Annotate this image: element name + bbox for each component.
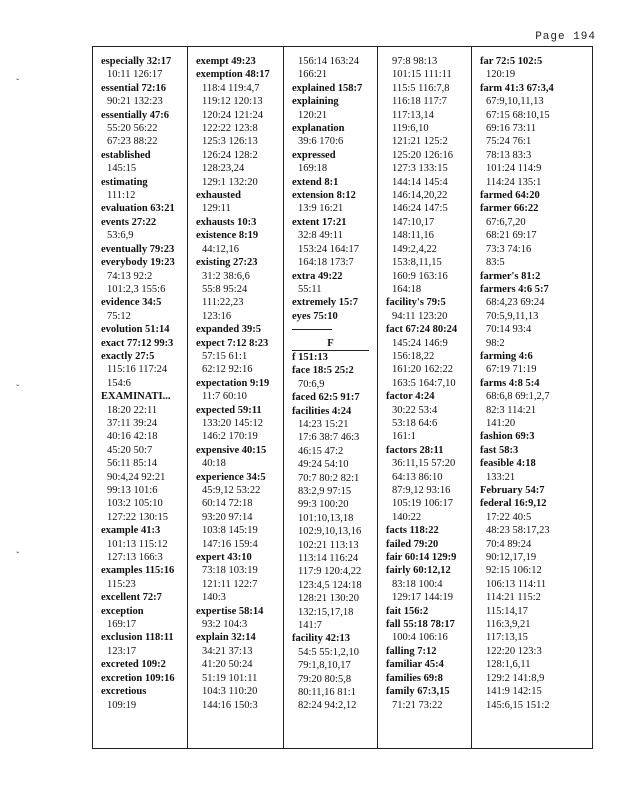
index-reference: 69:16 73:11	[486, 123, 537, 135]
index-reference: 101:24 114:9	[486, 163, 542, 175]
index-reference: 54:5 55:1,2,10	[298, 646, 359, 658]
index-reference: 102:21 113:13	[298, 539, 359, 551]
index-entry: failed 79:20	[386, 538, 439, 550]
index-reference: 127:22 130:15	[107, 511, 168, 523]
index-reference: 39:6 170:6	[298, 136, 344, 148]
index-entry: farmers 4:6 5:7	[480, 283, 549, 295]
index-entry: evidence 34:5	[101, 297, 162, 309]
index-entry: essential 72:16	[101, 82, 167, 94]
index-entry: explain 32:14	[196, 632, 256, 644]
index-reference: 147:10,17	[392, 216, 435, 228]
index-entry: fair 60:14 129:9	[386, 552, 457, 564]
index-reference: 74:13 92:2	[107, 270, 153, 282]
index-entry: farming 4:6	[480, 350, 533, 362]
index-reference: 17:6 38:7 46:3	[298, 432, 360, 444]
index-entry: examples 115:16	[101, 565, 175, 577]
index-table	[92, 46, 593, 749]
index-entry: excellent 72:7	[101, 592, 162, 604]
index-entry: faced 62:5 91:7	[292, 392, 360, 404]
index-entry: exhausts 10:3	[196, 216, 257, 228]
index-reference: 67:6,7,20	[486, 216, 526, 228]
index-entry: existing 27:23	[196, 257, 258, 269]
index-reference: 68:4,23 69:24	[486, 297, 545, 309]
index-reference: 166:21	[298, 69, 328, 81]
index-reference: 116:3,9,21	[486, 619, 531, 631]
index-reference: 18:20 22:11	[107, 404, 158, 416]
index-reference: 133:21	[486, 471, 516, 483]
index-reference: 127:13 166:3	[107, 552, 163, 564]
index-entry: family 67:3,15	[386, 686, 450, 698]
index-entry: facts 118:22	[386, 525, 439, 537]
index-entry: fairly 60:12,12	[386, 565, 451, 577]
index-reference: 133:20 145:12	[202, 417, 263, 429]
index-entry: exempt 49:23	[196, 56, 256, 67]
index-entry: excretion 109:16	[101, 672, 175, 684]
index-entry: factors 28:11	[386, 444, 444, 456]
index-reference: 30:22 53:4	[392, 404, 438, 416]
index-reference: 128:21 130:20	[298, 593, 359, 605]
index-reference: 101:10,13,18	[298, 512, 354, 524]
index-reference: 97:8 98:13	[392, 56, 438, 67]
index-entry: expensive 40:15	[196, 444, 267, 456]
index-reference: 163:5 164:7,10	[392, 377, 456, 389]
index-reference: 82:3 114:21	[486, 404, 537, 416]
index-reference: 145:6,15 151:2	[486, 699, 550, 711]
index-entry: fall 55:18 78:17	[386, 619, 455, 631]
index-reference: 118:4 119:4,7	[202, 82, 260, 94]
index-entry: feasible 4:18	[480, 458, 536, 470]
index-reference: 100:4 106:16	[392, 632, 448, 644]
index-reference: 67:19 71:19	[486, 364, 537, 376]
index-reference: 11:7 60:10	[202, 391, 247, 403]
index-reference: 125:3 126:13	[202, 136, 258, 148]
index-reference: 123:17	[107, 645, 137, 657]
index-reference: 55:8 95:24	[202, 283, 248, 295]
index-entry: everybody 19:23	[101, 257, 175, 269]
index-column-3	[284, 47, 378, 748]
index-reference: 126:24 128:2	[202, 149, 258, 161]
index-column-5	[472, 47, 592, 748]
index-reference: 156:14 163:24	[298, 56, 359, 67]
index-reference: 67:23 88:22	[107, 136, 158, 148]
index-column-1	[93, 47, 188, 748]
index-entry: exhausted	[196, 190, 241, 202]
index-column-2	[188, 47, 284, 748]
index-reference: 102:9,10,13,16	[298, 526, 362, 538]
index-reference: 93:2 104:3	[202, 619, 248, 631]
index-reference: 146:24 147:5	[392, 203, 448, 215]
index-reference: 101:15 111:11	[392, 69, 452, 81]
index-entry: excreted 109:2	[101, 659, 166, 671]
index-reference: 92:15 106:12	[486, 565, 542, 577]
margin-mark: ˇ	[16, 384, 20, 395]
index-entry: far 72:5 102:5	[480, 56, 543, 67]
index-reference: 67:9,10,11,13	[486, 96, 544, 108]
index-reference: 32:8 49:11	[298, 230, 343, 242]
section-letter: F	[292, 337, 369, 351]
index-reference: 114:24 135:1	[486, 176, 542, 188]
index-reference: 44:12,16	[202, 243, 240, 255]
index-reference: 140:3	[202, 592, 226, 604]
index-entry: expect 7:12 8:23	[196, 337, 269, 349]
index-reference: 115:23	[107, 578, 136, 590]
index-reference: 40:16 42:18	[107, 431, 158, 443]
index-reference: 104:3 110:20	[202, 686, 258, 698]
index-reference: 79:20 80:5,8	[298, 673, 352, 685]
index-entry: falling 7:12	[386, 645, 437, 657]
index-reference: 87:9,12 93:16	[392, 485, 451, 496]
index-entry: exclusion 118:11	[101, 632, 174, 644]
index-entry: evolution 51:14	[101, 324, 170, 336]
index-reference: 99:13 101:6	[107, 485, 158, 496]
index-entry: expert 43:10	[196, 552, 252, 564]
index-entry: expanded 39:5	[196, 324, 262, 336]
index-reference: 122:20 123:3	[486, 645, 542, 657]
index-reference: 129:1 132:20	[202, 176, 258, 188]
index-entry: fast 58:3	[480, 444, 519, 456]
index-reference: 169:18	[298, 163, 328, 175]
index-reference: 80:11,16 81:1	[298, 687, 356, 699]
index-entry: February 54:7	[480, 485, 545, 496]
index-entry: farm 41:3 67:3,4	[480, 82, 554, 94]
index-reference: 45:9,12 53:22	[202, 485, 261, 496]
index-reference: 53:18 64:6	[392, 417, 438, 429]
index-reference: 132:15,17,18	[298, 606, 354, 618]
index-reference: 140:22	[392, 511, 422, 523]
index-reference: 41:20 50:24	[202, 659, 253, 671]
index-entry: extra 49:22	[292, 270, 343, 282]
index-entry: farmer 66:22	[480, 203, 539, 215]
index-reference: 117:13,14	[392, 109, 434, 121]
index-reference: 34:21 37:13	[202, 645, 253, 657]
index-reference: 145:15	[107, 163, 137, 175]
index-reference: 71:21 73:22	[392, 699, 443, 711]
index-reference: 164:18	[392, 283, 422, 295]
index-reference: 111:12	[107, 190, 136, 202]
index-reference: 156:18,22	[392, 350, 435, 362]
index-reference: 17:22 40:5	[486, 511, 532, 523]
index-reference: 13:9 16:21	[298, 203, 344, 215]
index-entry: especially 32:17	[101, 56, 172, 67]
index-reference: 90:12,17,19	[486, 552, 537, 564]
index-reference: 48:23 58:17,23	[486, 525, 550, 537]
index-entry: expressed	[292, 149, 336, 161]
index-reference: 36:11,15 57:20	[392, 458, 456, 470]
index-reference: 149:2,4,22	[392, 243, 437, 255]
index-reference: 53:6,9	[107, 230, 134, 242]
index-entry: federal 16:9,12	[480, 498, 547, 510]
index-reference: 68:21 69:17	[486, 230, 537, 242]
index-entry: experience 34:5	[196, 471, 266, 483]
index-reference: 67:15 68:10,15	[486, 109, 550, 121]
index-reference: 120:21	[298, 109, 328, 121]
index-reference: 90:4,24 92:21	[107, 471, 166, 483]
index-entry: fashion 69:3	[480, 431, 535, 443]
index-entry: explained 158:7	[292, 82, 363, 94]
index-entry: farms 4:8 5:4	[480, 377, 540, 389]
index-reference: 109:19	[107, 699, 137, 711]
index-entry: f 151:13	[292, 351, 328, 363]
index-reference: 51:19 101:11	[202, 672, 258, 684]
index-entry: estimating	[101, 176, 148, 188]
index-reference: 115:5 116:7,8	[392, 82, 450, 94]
index-reference: 82:24 94:2,12	[298, 700, 357, 712]
index-reference: 141:20	[486, 417, 516, 429]
index-column-4	[378, 47, 472, 748]
index-reference: 45:20 50:7	[107, 444, 153, 456]
index-reference: 106:13 114:11	[486, 578, 547, 590]
index-reference: 49:24 54:10	[298, 459, 349, 471]
index-reference: 55:11	[298, 283, 322, 295]
index-reference: 40:18	[202, 458, 226, 470]
index-reference: 90:21 132:23	[107, 96, 163, 108]
index-reference: 144:14 145:4	[392, 176, 448, 188]
index-reference: 70:14 93:4	[486, 324, 532, 336]
index-reference: 103:2 105:10	[107, 498, 163, 510]
index-reference: 113:14 116:24	[298, 553, 359, 565]
index-entry: fact 67:24 80:24	[386, 324, 458, 336]
index-entry: established	[101, 149, 151, 161]
index-reference: 119:12 120:13	[202, 96, 263, 108]
margin-mark: ˇ	[16, 551, 20, 562]
index-reference: 123:4,5 124:18	[298, 579, 362, 591]
index-reference: 56:11 85:14	[107, 458, 158, 470]
index-reference: 144:16 150:3	[202, 699, 258, 711]
index-reference: 111:22,23	[202, 297, 244, 309]
index-reference: 83:18 100:4	[392, 578, 443, 590]
index-reference: 75:12	[107, 310, 131, 322]
index-reference: 123:16	[202, 310, 232, 322]
index-reference: 62:12 92:16	[202, 364, 253, 376]
index-reference: 121:21 125:2	[392, 136, 448, 148]
index-reference: 147:16 159:4	[202, 538, 258, 550]
index-reference: 114:21 115:2	[486, 592, 541, 604]
index-reference: 148:11,16	[392, 230, 434, 242]
index-reference: 73:18 103:19	[202, 565, 258, 577]
index-reference: 79:1,8,10,17	[298, 660, 351, 672]
index-reference: 125:20 126:16	[392, 149, 453, 161]
index-reference: 14:23 15:21	[298, 418, 349, 430]
index-reference: 10:11 126:17	[107, 69, 163, 81]
index-reference: 154:6	[107, 377, 131, 389]
index-reference: 93:20 97:14	[202, 511, 253, 523]
index-entry: fait 156:2	[386, 605, 429, 617]
index-reference: 164:18 173:7	[298, 257, 354, 269]
index-reference: 119:6,10	[392, 123, 429, 135]
index-reference: 129:17 144:19	[392, 592, 453, 604]
index-entry: events 27:22	[101, 216, 157, 228]
index-reference: 117:9 120:4,22	[298, 566, 362, 578]
index-reference: 83:2,9 97:15	[298, 485, 352, 497]
index-reference: 70:7 80:2 82:1	[298, 472, 360, 484]
index-entry: familiar 45:4	[386, 659, 444, 671]
index-entry: existence 8:19	[196, 230, 259, 242]
index-reference: 146:14,20,22	[392, 190, 448, 202]
index-reference: 160:9 163:16	[392, 270, 448, 282]
index-reference: 128:1,6,11	[486, 659, 531, 671]
index-reference: 55:20 56:22	[107, 123, 158, 135]
index-entry: expectation 9:19	[196, 377, 270, 389]
index-entry: EXAMINATI...	[101, 391, 171, 403]
index-reference: 99:3 100:20	[298, 499, 349, 511]
index-entry: families 69:8	[386, 672, 443, 684]
index-reference: 141:7	[298, 620, 322, 632]
index-reference: 94:11 123:20	[392, 310, 448, 322]
index-reference: 31:2 38:6,6	[202, 270, 250, 282]
index-reference: 83:5	[486, 257, 505, 269]
index-reference: 117:13,15	[486, 632, 528, 644]
index-reference: 101:2,3 155:6	[107, 283, 166, 295]
index-reference: 78:13 83:3	[486, 149, 532, 161]
index-entry: exception	[101, 605, 144, 617]
index-entry: extension 8:12	[292, 190, 356, 202]
index-entry: facilities 4:24	[292, 405, 352, 417]
index-reference: 146:2 170:19	[202, 431, 258, 443]
index-entry: evaluation 63:21	[101, 203, 175, 215]
index-entry: explanation	[292, 123, 345, 135]
index-reference: 169:17	[107, 619, 137, 631]
index-reference: 103:8 145:19	[202, 525, 258, 537]
index-entry: expected 59:11	[196, 404, 262, 416]
index-entry: expertise 58:14	[196, 605, 264, 617]
index-reference: 60:14 72:18	[202, 498, 253, 510]
index-reference: 57:15 61:1	[202, 350, 248, 362]
index-reference: 128:23,24	[202, 163, 245, 175]
index-reference: 120:19	[486, 69, 516, 81]
index-entry: facility 42:13	[292, 633, 351, 645]
index-entry: extent 17:21	[292, 216, 347, 228]
index-reference: 153:8,11,15	[392, 257, 442, 269]
index-reference: 129:11	[202, 203, 231, 215]
index-entry: farmed 64:20	[480, 190, 540, 202]
index-reference: 120:24 121:24	[202, 109, 263, 121]
index-reference: 70:5,9,11,13	[486, 310, 539, 322]
index-reference: 115:14,17	[486, 605, 528, 617]
index-reference: 105:19 106:17	[392, 498, 453, 510]
index-reference: 115:16 117:24	[107, 364, 168, 376]
index-reference: 46:15 47:2	[298, 445, 344, 457]
index-entry: factor 4:24	[386, 391, 435, 403]
index-reference: 121:11 122:7	[202, 578, 258, 590]
index-reference: 68:6,8 69:1,2,7	[486, 391, 550, 403]
index-entry: exact 77:12 99:3	[101, 337, 174, 349]
index-entry: essentially 47:6	[101, 109, 169, 121]
index-entry: extremely 15:7	[292, 297, 358, 309]
index-entry: eventually 79:23	[101, 243, 175, 255]
index-entry: farmer's 81:2	[480, 270, 541, 282]
margin-mark: ˇ	[16, 78, 20, 89]
index-entry: face 18:5 25:2	[292, 365, 354, 377]
index-reference: 98:2	[486, 337, 505, 349]
index-entry: eyes 75:10	[292, 310, 338, 322]
index-reference: 64:13 86:10	[392, 471, 443, 483]
index-reference: 70:4 89:24	[486, 538, 532, 550]
index-reference: 73:3 74:16	[486, 243, 532, 255]
index-reference: 141:9 142:15	[486, 686, 542, 698]
index-reference: 161:20 162:22	[392, 364, 453, 376]
index-entry: exactly 27:5	[101, 350, 155, 362]
index-entry: extend 8:1	[292, 176, 339, 188]
section-divider	[292, 323, 377, 336]
index-entry: facility's 79:5	[386, 297, 446, 309]
index-entry: explaining	[292, 96, 339, 108]
index-reference: 101:13 115:12	[107, 538, 168, 550]
index-entry: exemption 48:17	[196, 69, 270, 81]
index-reference: 129:2 141:8,9	[486, 672, 545, 684]
index-reference: 116:18 117:7	[392, 96, 447, 108]
index-reference: 75:24 76:1	[486, 136, 532, 148]
index-reference: 37:11 39:24	[107, 417, 158, 429]
index-reference: 70:6,9	[298, 378, 325, 390]
index-entry: excretious	[101, 686, 147, 698]
page-number: Page 194	[535, 31, 596, 43]
index-reference: 153:24 164:17	[298, 243, 359, 255]
index-reference: 127:3 133:15	[392, 163, 448, 175]
index-entry: example 41:3	[101, 525, 161, 537]
index-reference: 161:1	[392, 431, 416, 443]
index-reference: 122:22 123:8	[202, 123, 258, 135]
index-reference: 145:24 146:9	[392, 337, 448, 349]
